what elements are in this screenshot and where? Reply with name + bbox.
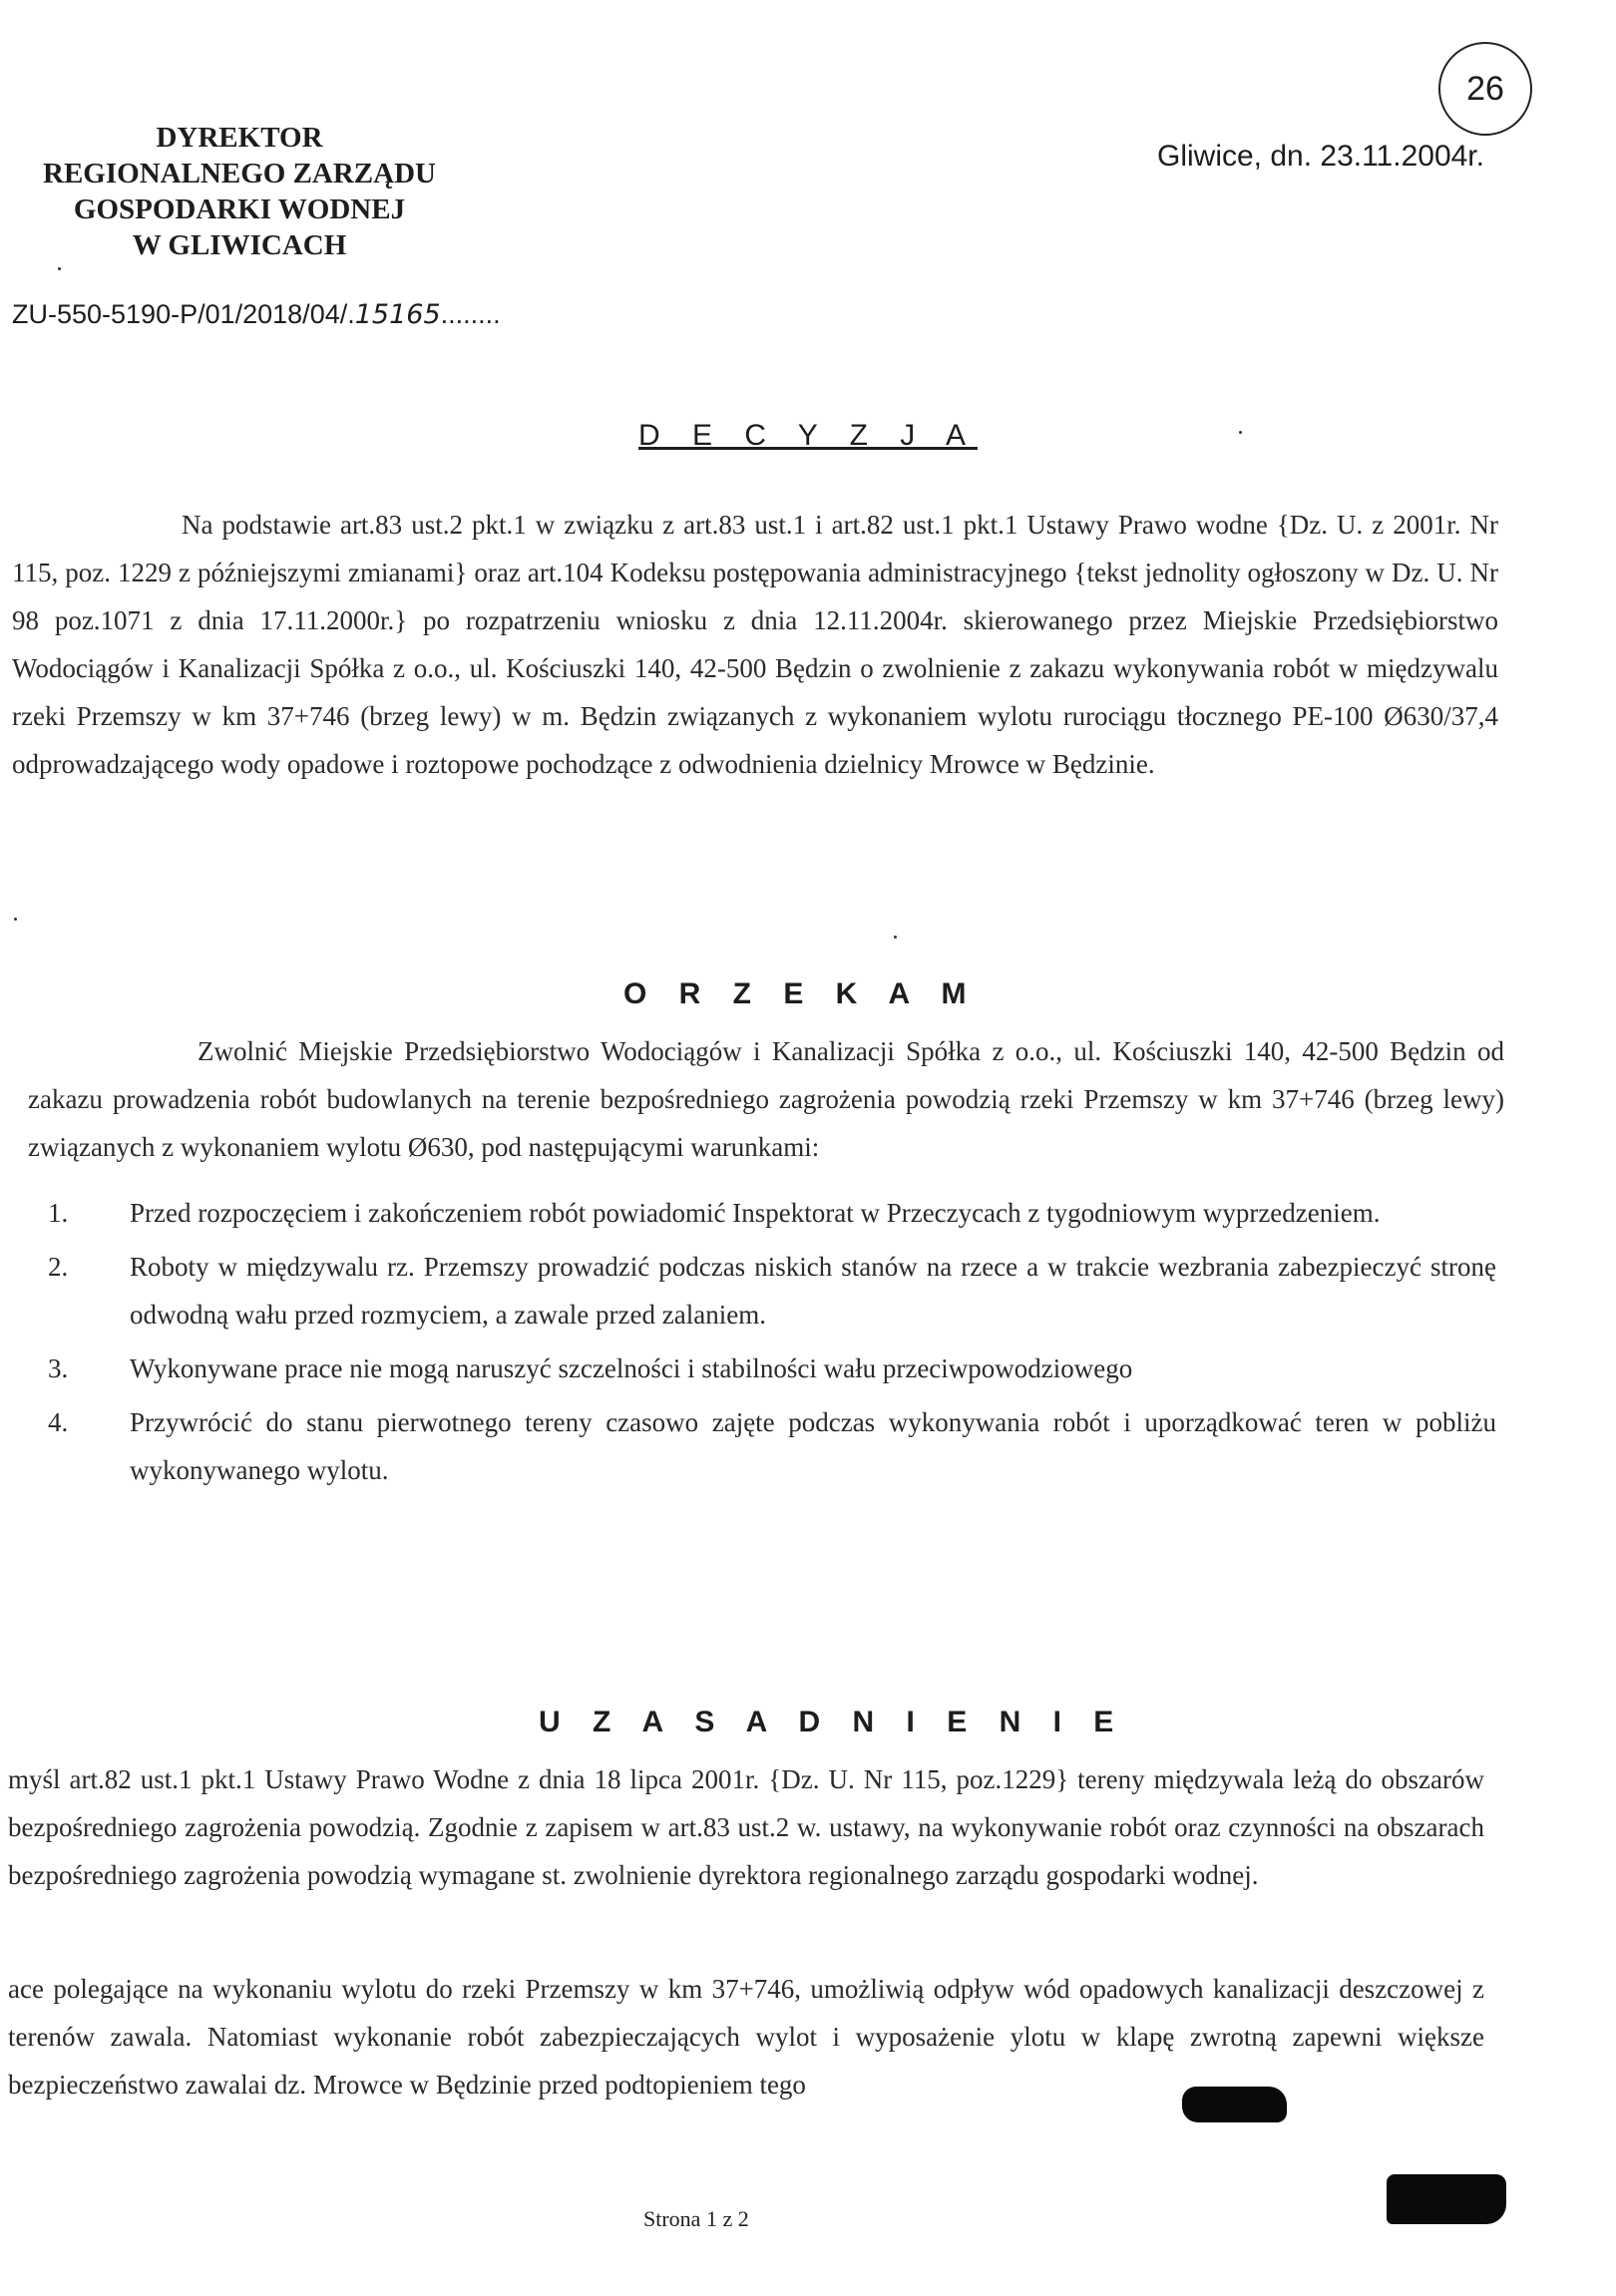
condition-text: Przywrócić do stanu pierwotnego tereny czasowo zajęte podczas wykonywania robót i uporządkować teren w pobliżu wykonywanego wylotu. [130, 1407, 1496, 1485]
page-number-circle-text: 26 [1466, 70, 1504, 108]
condition-text: Wykonywane prace nie mogą naruszyć szczelności i stabilności wału przeciwpowodziowego [130, 1353, 1133, 1383]
issuer-line: GOSPODARKI WODNEJ [73, 193, 406, 225]
ruling-paragraph: Zwolnić Miejskie Przedsiębiorstwo Wodociągów i Kanalizacji Spółka z o.o., ul. Kościuszki 140, 42-500 Będzin od zakazu prowadzenia robót budowlanych na terenie bezpośredniego zagrożenia powodzią rzeki Przemszy w km 37+746 (brzeg lewy) związanych z wykonaniem wylotu Ø630, pod następującymi warunkami: [28, 1036, 1504, 1162]
ruling-title: O R Z E K A M [623, 977, 979, 1010]
issuer-line: DYREKTOR [156, 122, 323, 154]
page-number-circle [1438, 42, 1532, 136]
condition-item [20, 1344, 1496, 1392]
justification-paragraph-2: ace polegające na wykonaniu wylotu do rzeki Przemszy w km 37+746, umożliwią odpływ wód opadowych kanalizacji deszczowej z terenów zawala. Natomiast wykonanie robót zabezpieczających wylot i wyposażenie ylotu w klapę zwrotną zapewni większe bezpieczeństwo zawalai dz. Mrowce w Będzinie przed podtopieniem tego [8, 1974, 1484, 2100]
condition-number: 4. [48, 1407, 69, 1437]
reference-number-printed: ZU-550-5190-P/01/2018/04/. [12, 299, 355, 329]
justification-title: U Z A S A D N I E N I E [539, 1706, 1126, 1738]
conditions-list [20, 1189, 1496, 1500]
condition-number: 1. [48, 1198, 69, 1228]
decision-intro-paragraph: Na podstawie art.83 ust.2 pkt.1 w związku z art.83 ust.1 i art.82 ust.1 pkt.1 Ustawy Prawo wodne {Dz. U. z 2001r. Nr 115, poz. 1229 z późniejszymi zmianami} oraz art.104 Kodeksu postępowania administracyjnego {tekst jednolity ogłoszony w Dz. U. Nr 98 poz.1071 z dnia 17.11.2000r.} po rozpatrzeniu wniosku z dnia 12.11.2004r. skierowanego przez Miejskie Przedsiębiorstwo Wodociągów i Kanalizacji Spółka z o.o., ul. Kościuszki 140, 42-500 Będzin o zwolnienie z zakazu wykonywania robót w międzywalu rzeki Przemszy w km 37+746 (brzeg lewy) w m. Będzin związanych z wykonaniem wylotu rurociągu tłocznego PE-100 Ø630/37,4 odprowadzającego wody opadowe i roztopowe pochodzące z odwodnienia dzielnicy Mrowce w Będzinie. [12, 510, 1498, 779]
condition-number: 2. [48, 1252, 69, 1282]
place-date: Gliwice, dn. 23.11.2004r. [1157, 140, 1484, 173]
condition-item [20, 1243, 1496, 1339]
redaction-mark [1387, 2174, 1506, 2224]
scan-speck [894, 936, 897, 939]
condition-number: 3. [48, 1353, 69, 1383]
scan-speck [14, 918, 17, 921]
decision-title: D E C Y Z J A [638, 419, 978, 452]
reference-number-dots: ........ [440, 299, 501, 329]
condition-text: Przed rozpoczęciem i zakończeniem robót powiadomić Inspektorat w Przeczycach z tygodniowym wyprzedzeniem. [130, 1198, 1381, 1228]
scan-speck [1239, 431, 1242, 434]
reference-number [12, 299, 501, 330]
issuer-line: W GLIWICACH [132, 229, 347, 261]
scan-speck [58, 267, 61, 270]
redaction-mark [1182, 2087, 1287, 2122]
reference-number-handwritten: 15165 [354, 299, 441, 330]
issuer-line: REGIONALNEGO ZARZĄDU [43, 158, 436, 190]
condition-item [20, 1398, 1496, 1494]
page-footer: Strona 1 z 2 [643, 2206, 749, 2231]
condition-item [20, 1189, 1496, 1237]
issuer-block [20, 120, 459, 263]
condition-text: Roboty w międzywalu rz. Przemszy prowadzić podczas niskich stanów na rzece a w trakcie wezbrania zabezpieczyć stronę odwodną wału przed rozmyciem, a zawale przed zalaniem. [130, 1252, 1496, 1330]
justification-paragraph-1: myśl art.82 ust.1 pkt.1 Ustawy Prawo Wodne z dnia 18 lipca 2001r. {Dz. U. Nr 115, poz.1229} tereny międzywala leżą do obszarów bezpośredniego zagrożenia powodzią. Zgodnie z zapisem w art.83 ust.2 w. ustawy, na wykonywanie robót oraz czynności na obszarach bezpośredniego zagrożenia powodzią wymagane st. zwolnienie dyrektora regionalnego zarządu gospodarki wodnej. [8, 1764, 1484, 1890]
